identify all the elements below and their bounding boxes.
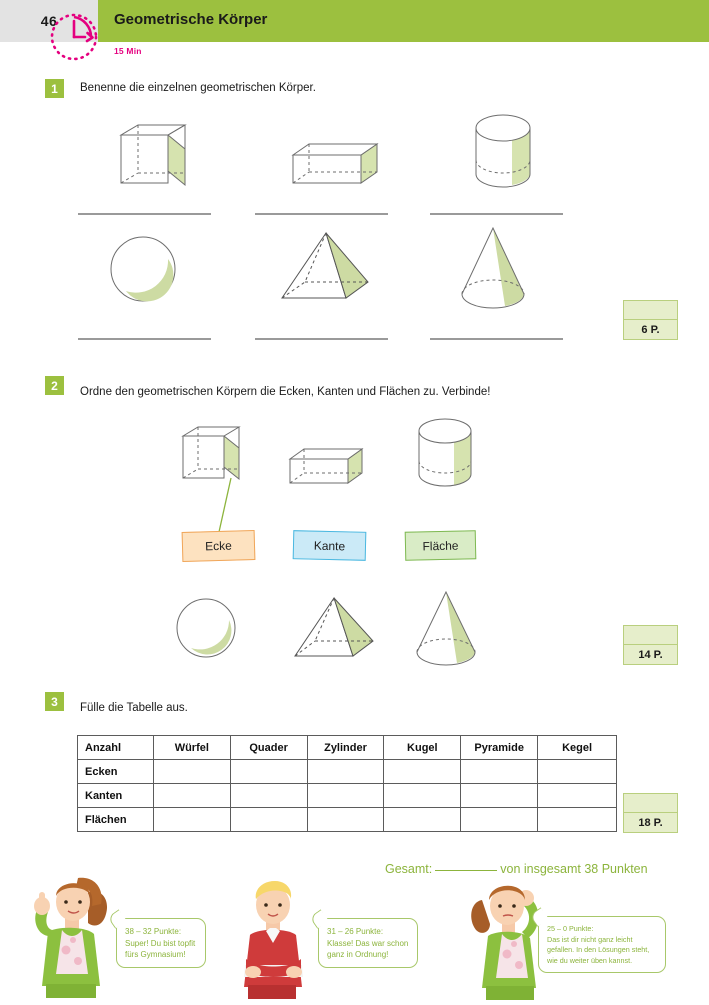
shape-cone (448, 224, 538, 317)
shape-cuboid-2 (283, 443, 368, 496)
table-cell[interactable] (461, 760, 538, 784)
table-cell[interactable] (307, 784, 384, 808)
points-write-area-2[interactable] (624, 626, 677, 645)
page-header (0, 0, 709, 42)
table-cell[interactable] (384, 784, 461, 808)
table-cell[interactable] (307, 808, 384, 832)
answer-line-2 (255, 213, 388, 215)
tag-kante[interactable] (293, 530, 367, 561)
points-write-area-1[interactable] (624, 301, 677, 320)
bubble-3-line4: wie du weiter üben kannst. (547, 955, 633, 965)
table-cell[interactable] (230, 808, 307, 832)
answer-line-4 (78, 338, 211, 340)
points-value-2: 14 P. (638, 649, 663, 661)
points-badge-3 (623, 793, 678, 833)
exercise-instruction-3: Fülle die Tabelle aus. (80, 702, 188, 714)
exercise-number-3: 3 (45, 692, 64, 711)
gesamt-suffix: von insgesamt 38 Punkten (500, 862, 648, 876)
table-cell[interactable] (461, 808, 538, 832)
bubble-3-line3: gefallen. In den Lösungen steht, (547, 945, 650, 954)
tag-ecke-label: Ecke (204, 538, 233, 554)
table-cell[interactable] (538, 808, 617, 832)
table-row-label-flaechen: Flächen (78, 808, 154, 832)
table-col-quader: Quader (230, 736, 307, 760)
table-cell[interactable] (384, 808, 461, 832)
table-col-kugel: Kugel (384, 736, 461, 760)
table-row-label-ecken: Ecken (78, 760, 154, 784)
table-row (78, 760, 617, 784)
table-cell[interactable] (384, 760, 461, 784)
gesamt-blank[interactable] (435, 860, 497, 871)
exercise-number-2: 2 (45, 376, 64, 395)
exercise-number-1: 1 (45, 79, 64, 98)
page-title: Geometrische Körper (114, 11, 268, 28)
tag-ecke[interactable] (182, 530, 256, 562)
points-value-1: 6 P. (641, 324, 660, 336)
answer-line-5 (255, 338, 388, 340)
exercise-instruction-2: Ordne den geometrischen Körpern die Ecken, Kanten und Flächen zu. Verbinde! (80, 386, 491, 398)
bubble-1-line2: Super! Du bist topfit (125, 938, 196, 948)
gesamt-prefix: Gesamt: (385, 862, 433, 876)
exercise-instruction-1: Benenne die einzelnen geometrischen Körper. (80, 82, 316, 94)
bubble-2-range: 31 – 26 Punkte: (327, 927, 384, 936)
table-row (78, 808, 617, 832)
page-number: 46 (40, 13, 58, 29)
time-label: 15 Min (114, 46, 142, 56)
bubble-3-range: 25 – 0 Punkte: (547, 924, 594, 933)
shape-cuboid (285, 137, 385, 198)
shape-sphere (106, 233, 181, 310)
clock-icon (46, 8, 102, 64)
shape-sphere-2 (172, 595, 242, 666)
shape-cone-2 (404, 588, 488, 673)
points-badge-2 (623, 625, 678, 665)
character-boy-arms-crossed (228, 873, 320, 1005)
shape-pyramid (270, 228, 380, 313)
shape-pyramid-2 (284, 593, 384, 670)
bubble-3-line2: Das ist dir nicht ganz leicht (547, 934, 633, 944)
answer-line-1 (78, 213, 211, 215)
shape-cube (113, 123, 193, 198)
table-col-anzahl: Anzahl (78, 736, 154, 760)
table-row-label-kanten: Kanten (78, 784, 154, 808)
table-cell[interactable] (153, 808, 230, 832)
points-value-3: 18 P. (638, 817, 663, 829)
bubble-1-line3: fürs Gymnasium! (125, 950, 186, 959)
speech-bubble-1 (116, 918, 206, 968)
points-badge-1 (623, 300, 678, 340)
table-col-kegel: Kegel (538, 736, 617, 760)
shape-properties-table (77, 735, 617, 832)
bubble-2-line2: Klasse! Das war schon (327, 938, 409, 948)
shape-cylinder (468, 114, 538, 201)
table-cell[interactable] (230, 760, 307, 784)
table-cell[interactable] (153, 784, 230, 808)
table-row (78, 784, 617, 808)
tag-kante-label: Kante (313, 538, 346, 553)
bubble-1-range: 38 – 32 Punkte: (125, 927, 182, 936)
bubble-2-line3: ganz in Ordnung! (327, 950, 389, 959)
points-write-area-3[interactable] (624, 794, 677, 813)
table-cell[interactable] (153, 760, 230, 784)
character-girl-thumbs-up (18, 866, 123, 1005)
table-cell[interactable] (307, 760, 384, 784)
answer-line-6 (430, 338, 563, 340)
table-cell[interactable] (230, 784, 307, 808)
table-cell[interactable] (538, 760, 617, 784)
table-cell[interactable] (461, 784, 538, 808)
tag-flaeche[interactable] (405, 530, 477, 560)
table-cell[interactable] (538, 784, 617, 808)
table-col-wuerfel: Würfel (153, 736, 230, 760)
table-col-zylinder: Zylinder (307, 736, 384, 760)
speech-bubble-3 (538, 916, 666, 973)
tag-flaeche-label: Fläche (422, 538, 459, 553)
table-header-row (78, 736, 617, 760)
answer-line-3 (430, 213, 563, 215)
speech-bubble-2 (318, 918, 418, 968)
table-col-pyramide: Pyramide (461, 736, 538, 760)
shape-cylinder-2 (412, 418, 478, 497)
